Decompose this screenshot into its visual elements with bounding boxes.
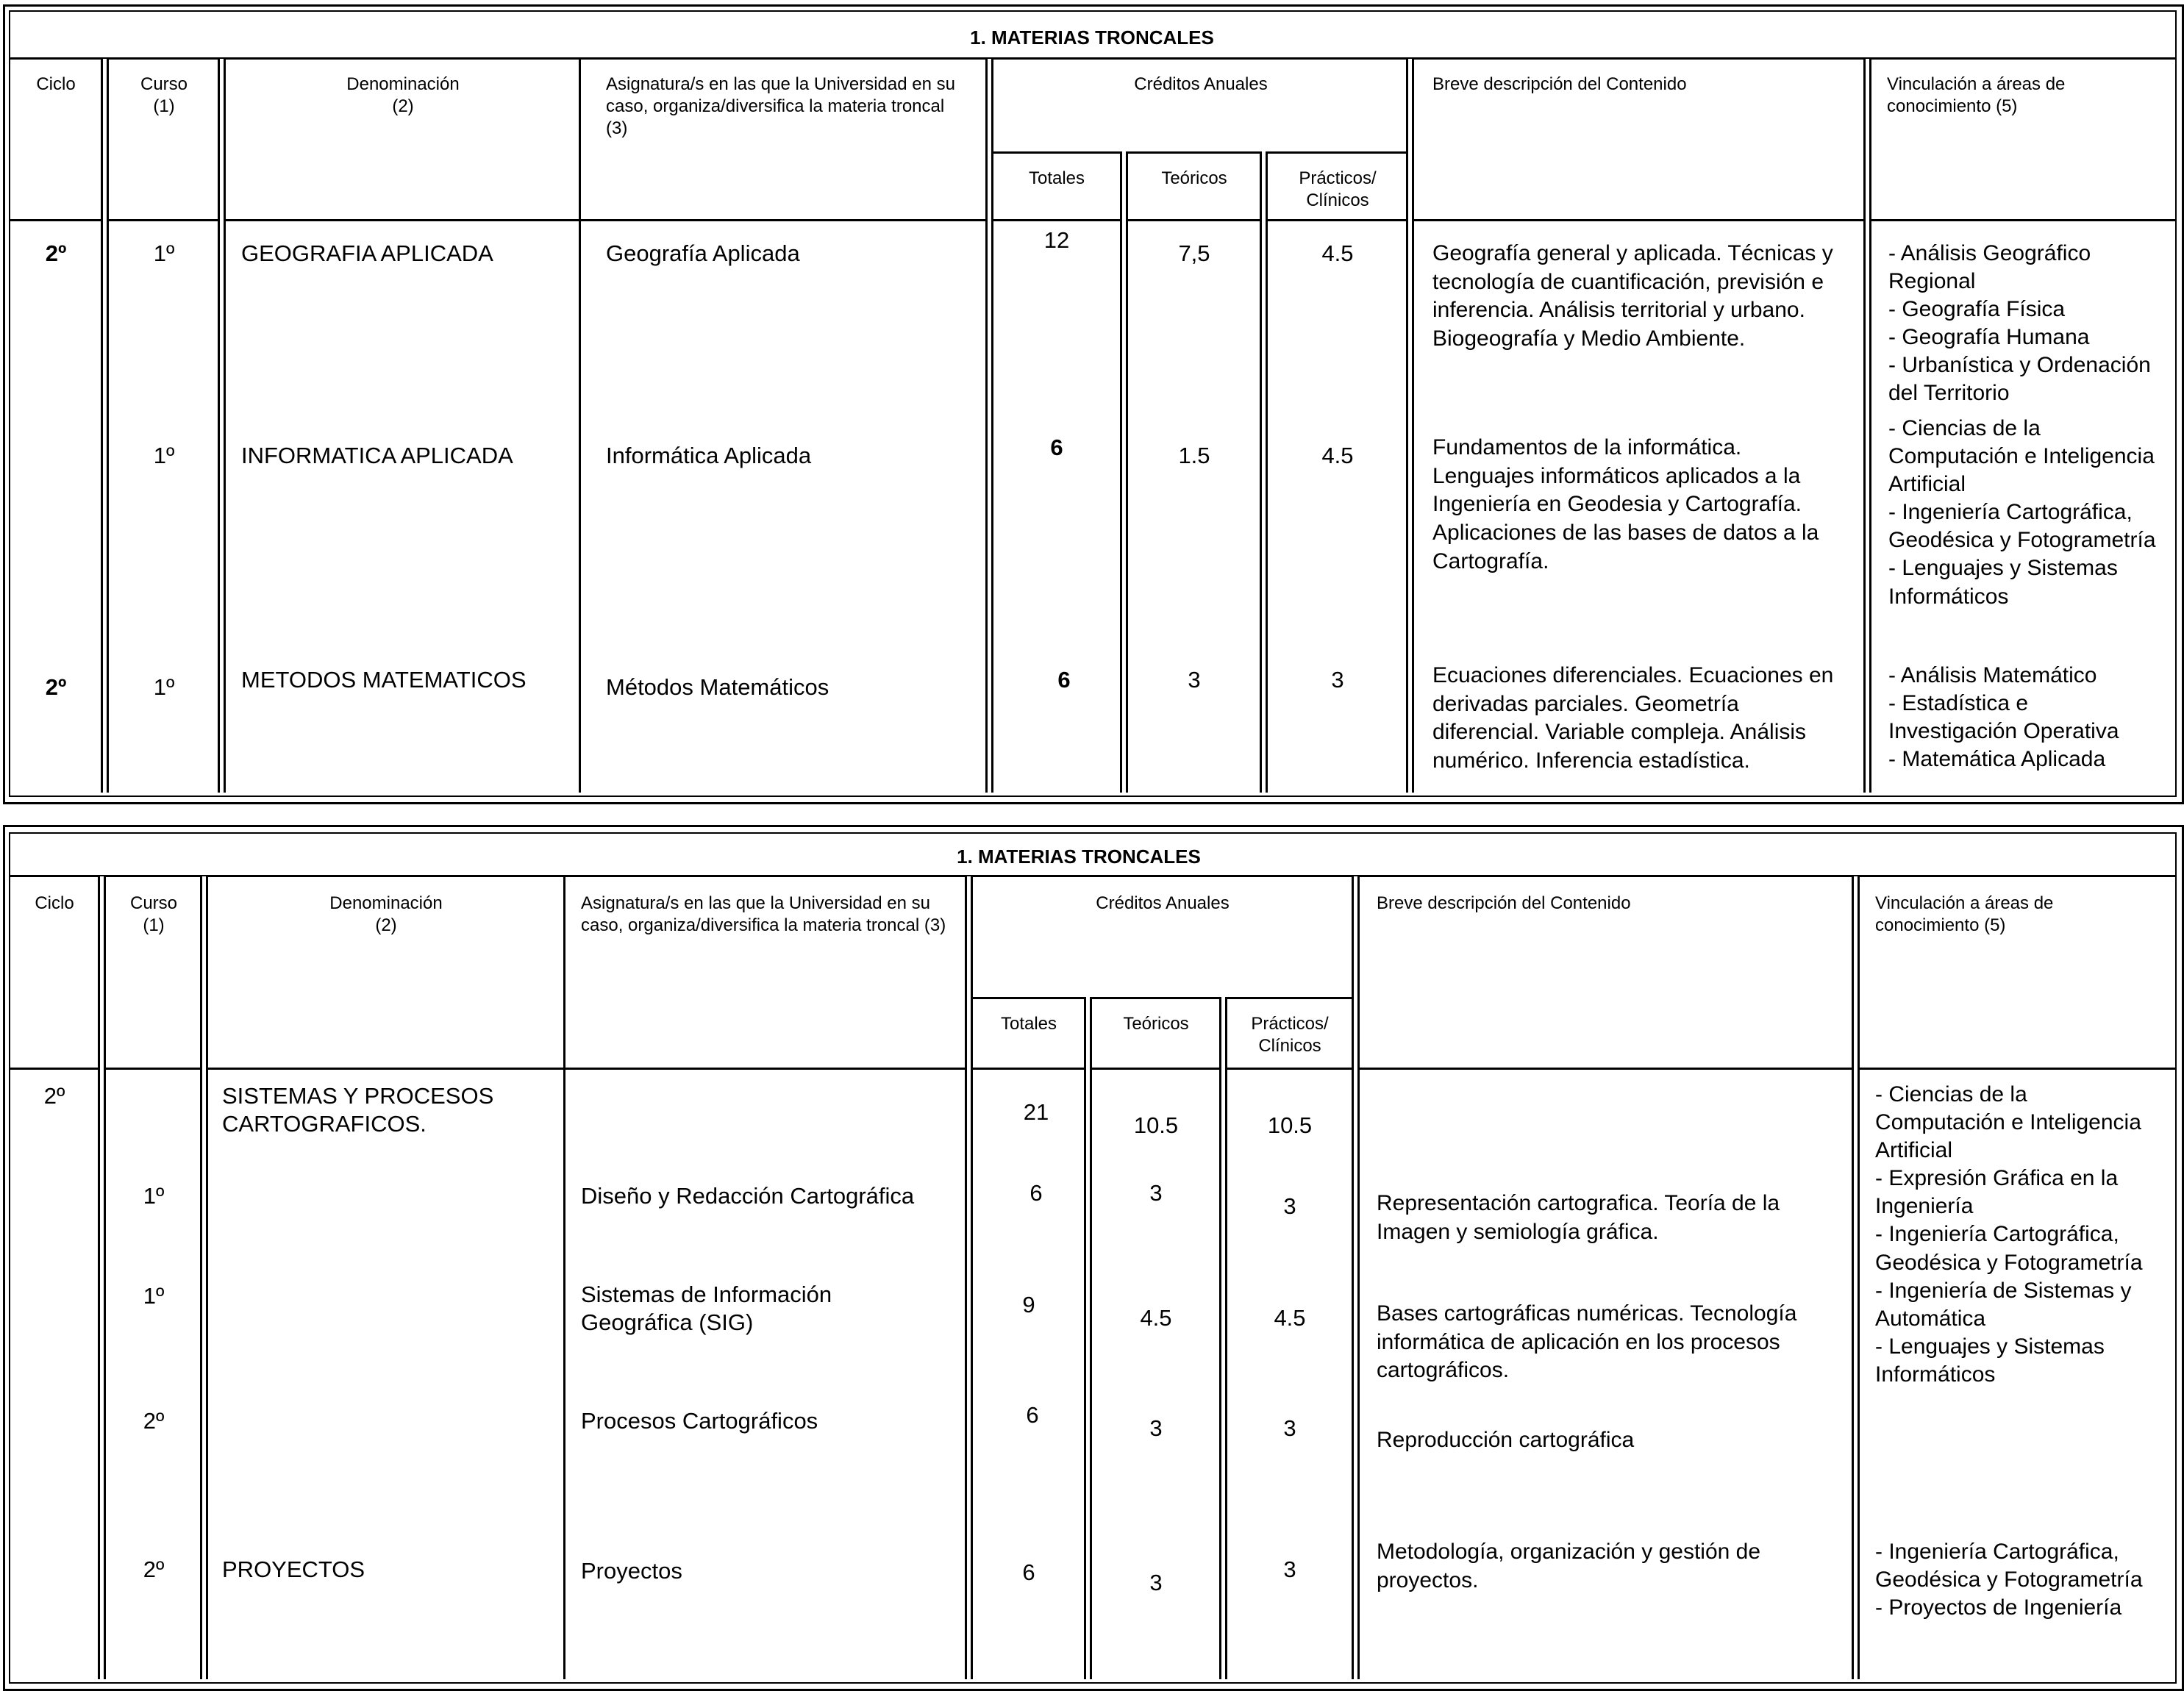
cell-descripcion: Metodología, organización y gestión de proyectos.	[1377, 1540, 1761, 1592]
cell-curso: 1º	[143, 1183, 165, 1209]
table-title: 1. MATERIAS TRONCALES	[970, 26, 1214, 49]
header-vinculacion: Vinculación a áreas de conocimiento (5)	[1875, 893, 2054, 935]
cell-asignatura: Sistemas de Información Geográfica (SIG)	[581, 1281, 832, 1336]
cell-descripcion: Bases cartográficas numéricas. Tecnología informática de aplicación en los procesos cartográficos.	[1377, 1301, 1797, 1383]
cell-practicos: 3	[1331, 667, 1344, 693]
cell-totales: 6	[1022, 1559, 1035, 1585]
cell-curso: 2º	[143, 1556, 165, 1582]
cell-practicos: 3	[1283, 1415, 1296, 1441]
cell-areas-group-2: - Ingeniería Cartográfica, Geodésica y Fotogrametría - Proyectos de Ingeniería	[1875, 1540, 2143, 1620]
cell-totales: 12	[1043, 227, 1070, 253]
cell-teoricos: 1.5	[1178, 443, 1210, 468]
cell-teoricos: 7,5	[1178, 240, 1210, 266]
cell-areas: - Análisis Geográfico Regional - Geografía Física - Geografía Humana - Urbanística y Ordenación del Territorio	[1888, 241, 2151, 406]
cell-denominacion: GEOGRAFIA APLICADA	[241, 240, 493, 266]
cell-totales: 21	[1023, 1099, 1049, 1125]
header-asignatura: Asignatura/s en las que la Universidad en su caso, organiza/diversifica la materia troncal (3)	[606, 74, 955, 138]
header-denominacion: Denominación (2)	[346, 74, 460, 116]
cell-areas: - Análisis Matemático - Estadística e Investigación Operativa - Matemática Aplicada	[1888, 663, 2119, 772]
cell-practicos: 10.5	[1267, 1112, 1313, 1138]
header-denominacion: Denominación (2)	[329, 893, 443, 935]
cell-totales: 6	[1029, 1180, 1043, 1206]
cell-teoricos: 3	[1149, 1180, 1163, 1206]
cell-curso: 2º	[143, 1408, 165, 1434]
cell-totales: 6	[1057, 667, 1071, 693]
cell-descripcion: Geografía general y aplicada. Técnicas y tecnología de cuantificación, previsión e inferencia. Análisis territorial y urbano. Biogeografía y Medio Ambiente.	[1432, 241, 1833, 351]
header-vinculacion: Vinculación a áreas de conocimiento (5)	[1887, 74, 2066, 116]
header-creditos: Créditos Anuales	[1134, 74, 1268, 94]
cell-practicos: 4.5	[1274, 1305, 1306, 1331]
cell-totales: 6	[1026, 1402, 1039, 1428]
cell-practicos: 3	[1283, 1556, 1296, 1582]
cell-teoricos: 3	[1188, 667, 1201, 693]
header-asignatura: Asignatura/s en las que la Universidad en su caso, organiza/diversifica la materia troncal (3)	[581, 893, 946, 935]
header-curso: Curso (1)	[129, 893, 178, 935]
header-descripcion: Breve descripción del Contenido	[1432, 74, 1687, 94]
cell-ciclo: 2º	[45, 240, 67, 266]
cell-practicos: 4.5	[1321, 443, 1354, 468]
cell-asignatura: Diseño y Redacción Cartográfica	[581, 1183, 915, 1209]
header-totales: Totales	[1000, 1014, 1057, 1034]
cell-asignatura: Proyectos	[581, 1558, 682, 1584]
header-ciclo: Ciclo	[36, 74, 76, 94]
cell-asignatura: Procesos Cartográficos	[581, 1408, 818, 1434]
cell-descripcion: Representación cartografica. Teoría de la Imagen y semiología gráfica.	[1377, 1191, 1780, 1244]
cell-teoricos: 3	[1149, 1570, 1163, 1595]
cell-denominacion: INFORMATICA APLICADA	[241, 443, 513, 468]
cell-asignatura: Informática Aplicada	[606, 443, 812, 468]
cell-totales: 6	[1050, 435, 1063, 460]
cell-curso: 1º	[143, 1283, 165, 1309]
header-descripcion: Breve descripción del Contenido	[1377, 893, 1631, 913]
header-teoricos: Teóricos	[1161, 168, 1227, 188]
cell-denominacion: SISTEMAS Y PROCESOS CARTOGRAFICOS.	[222, 1083, 494, 1137]
header-practicos: Prácticos/ Clínicos	[1251, 1014, 1329, 1056]
cell-denominacion: METODOS MATEMATICOS	[241, 667, 527, 693]
cell-descripcion: Reproducción cartográfica	[1377, 1428, 1635, 1452]
cell-areas-group-1: - Ciencias de la Computación e Inteligencia Artificial - Expresión Gráfica en la Ingeniería - Ingeniería Cartográfica, Geodésica y Fotogrametría - Ingeniería de Sistemas y Automática - Lenguajes y Sistemas Informáticos	[1875, 1082, 2143, 1387]
cell-teoricos: 4.5	[1140, 1305, 1172, 1331]
header-curso: Curso (1)	[140, 74, 188, 116]
cell-curso: 1º	[153, 443, 175, 468]
cell-practicos: 4.5	[1321, 240, 1354, 266]
cell-descripcion: Fundamentos de la informática. Lenguajes informáticos aplicados a la Ingeniería en Geodesia y Cartografía. Aplicaciones de las bases de datos a la Cartografía.	[1432, 435, 1819, 573]
cell-teoricos: 3	[1149, 1415, 1163, 1441]
cell-ciclo: 2º	[45, 674, 67, 700]
cell-totales: 9	[1022, 1292, 1035, 1318]
cell-curso: 1º	[153, 240, 175, 266]
cell-asignatura: Geografía Aplicada	[606, 240, 800, 266]
header-ciclo: Ciclo	[35, 893, 74, 913]
cell-asignatura: Métodos Matemáticos	[606, 674, 829, 700]
cell-ciclo: 2º	[43, 1083, 65, 1109]
cell-descripcion: Ecuaciones diferenciales. Ecuaciones en derivadas parciales. Geometría diferencial. Variable compleja. Análisis numérico. Inferencia estadística.	[1432, 663, 1834, 773]
cell-areas: - Ciencias de la Computación e Inteligencia Artificial - Ingeniería Cartográfica, Geodésica y Fotogrametría - Lenguajes y Sistemas Informáticos	[1888, 416, 2156, 609]
cell-curso: 1º	[153, 674, 175, 700]
table-title: 1. MATERIAS TRONCALES	[957, 846, 1201, 868]
header-totales: Totales	[1028, 168, 1085, 188]
header-creditos: Créditos Anuales	[1096, 893, 1230, 913]
cell-practicos: 3	[1283, 1193, 1296, 1219]
header-practicos: Prácticos/ Clínicos	[1299, 168, 1377, 210]
cell-teoricos: 10.5	[1133, 1112, 1179, 1138]
header-teoricos: Teóricos	[1123, 1014, 1189, 1034]
cell-denominacion: PROYECTOS	[222, 1556, 365, 1582]
